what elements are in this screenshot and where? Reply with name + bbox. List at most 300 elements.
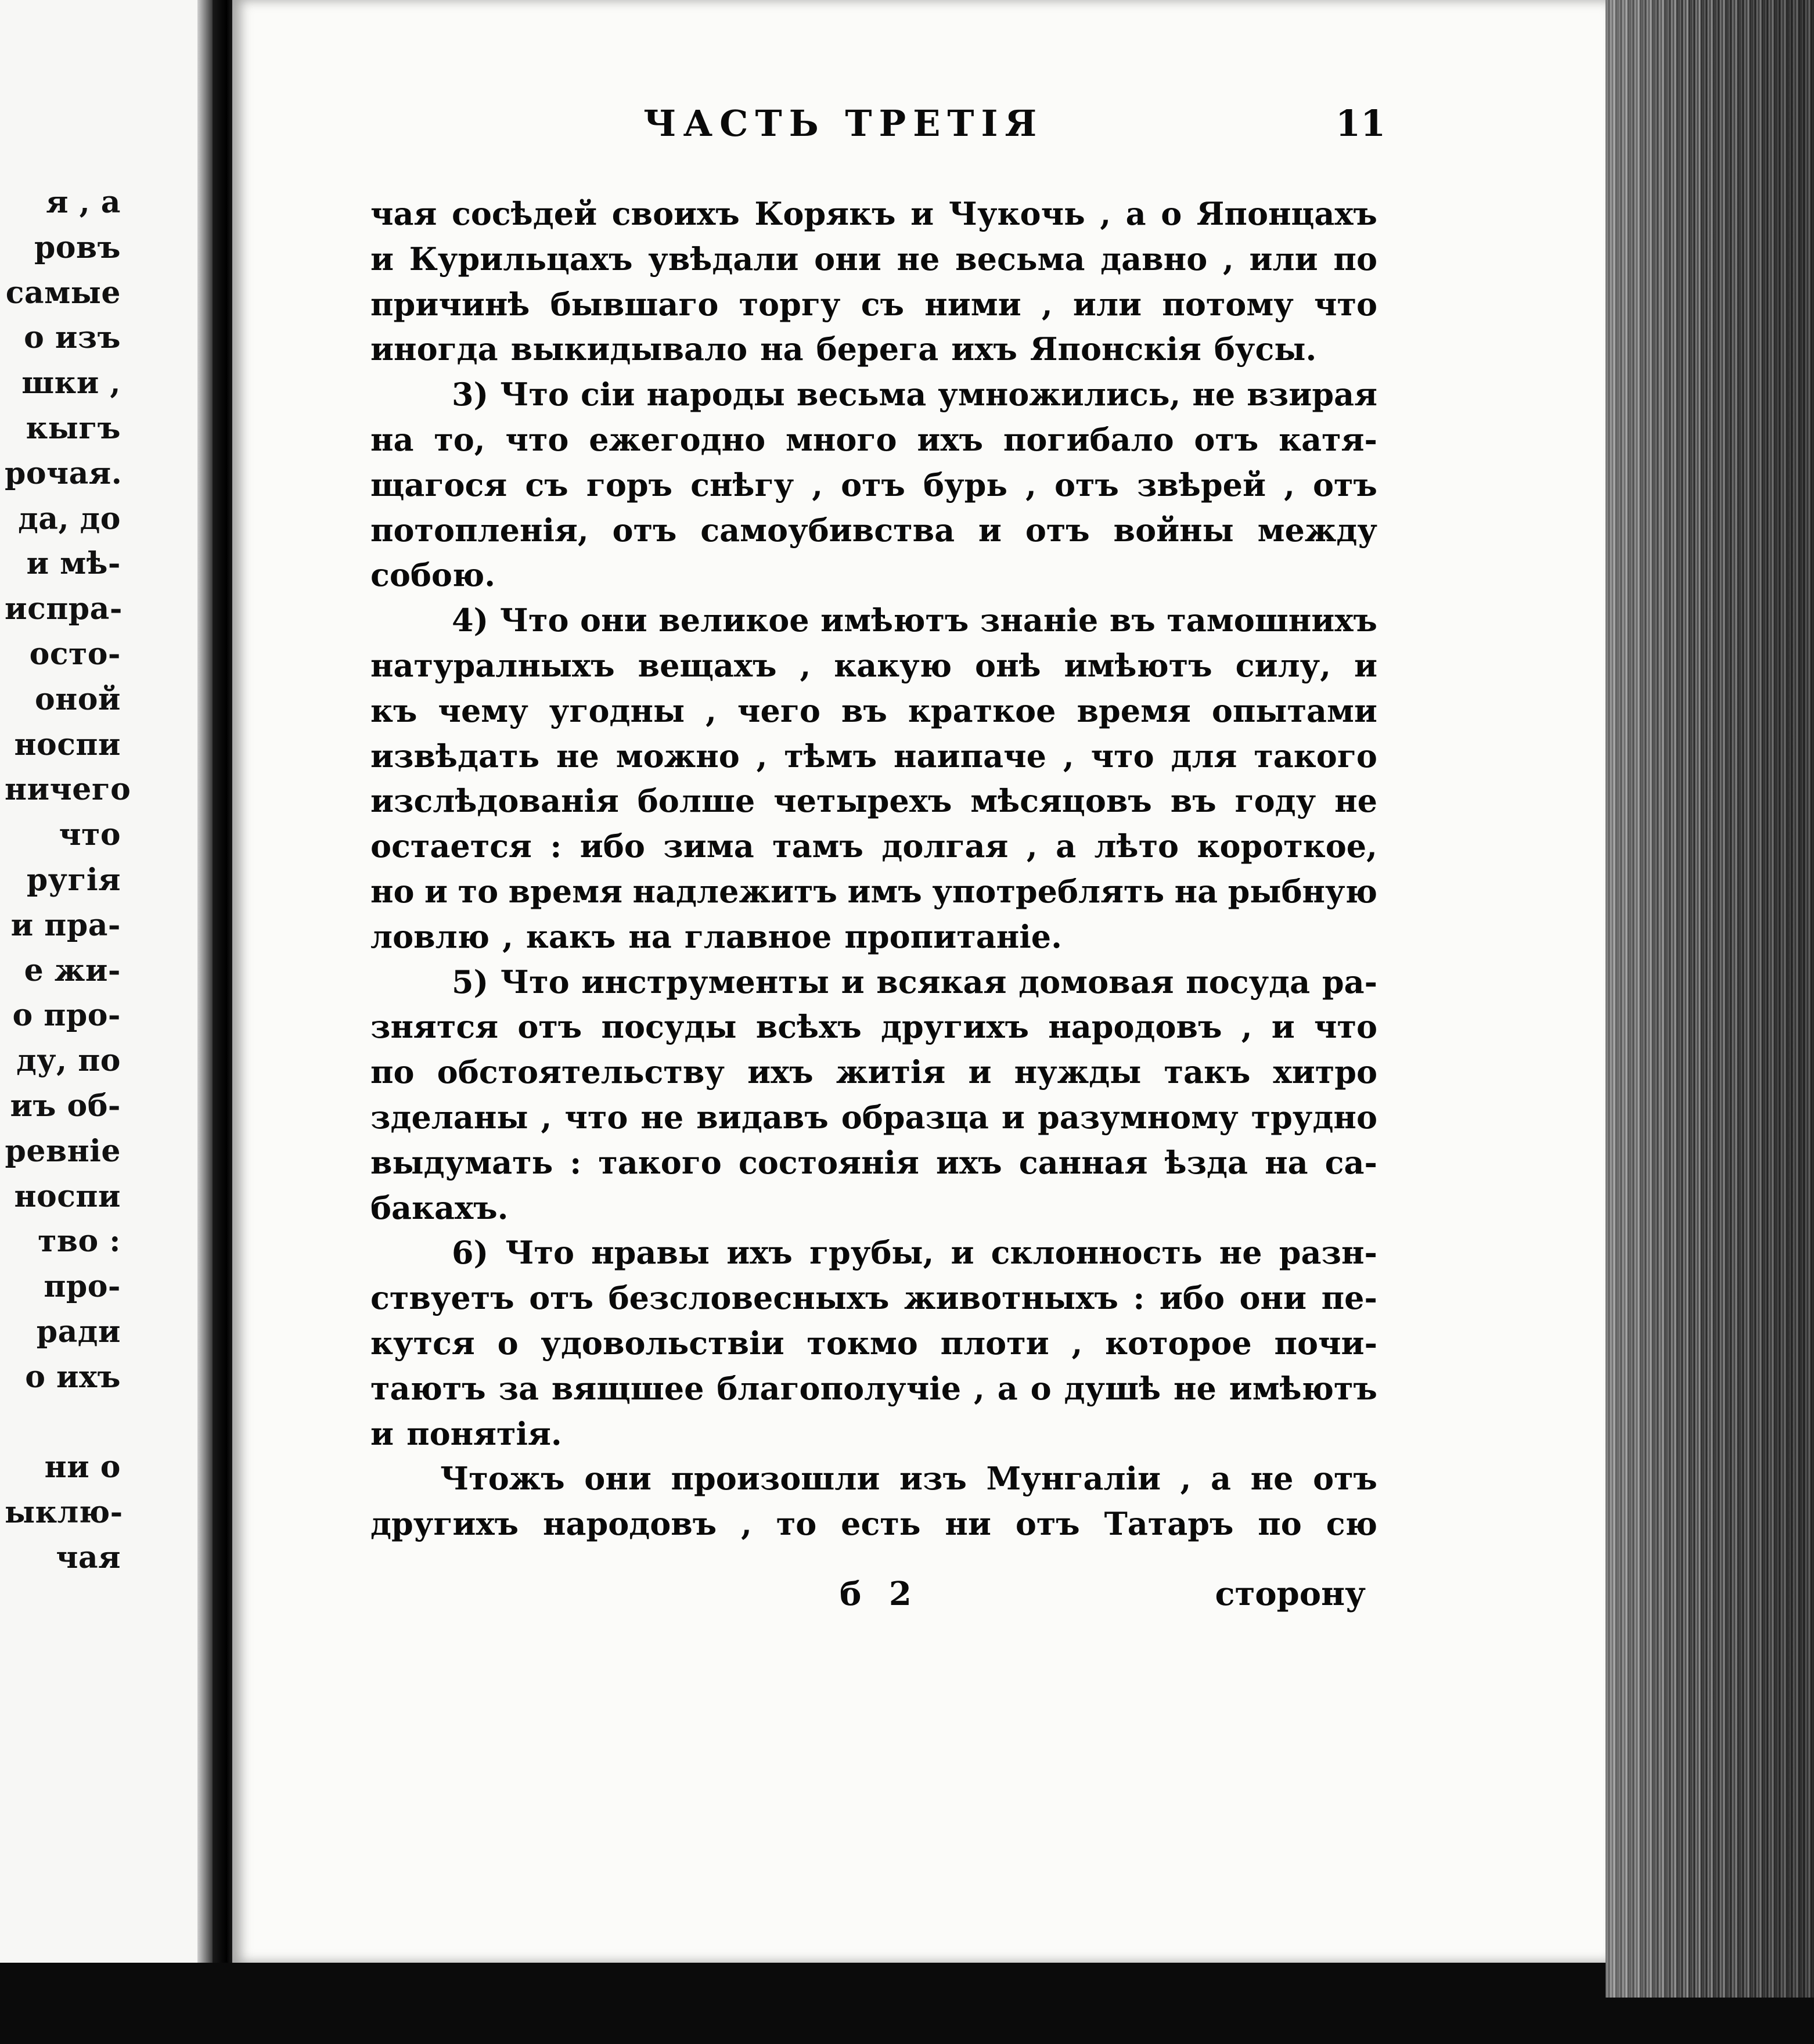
word: что <box>505 420 569 458</box>
text-line <box>370 960 1377 1005</box>
word: такъ <box>1164 1053 1251 1091</box>
word: , <box>502 917 513 955</box>
left-page-line: иъ об- <box>10 1088 121 1124</box>
text-line <box>370 1186 1377 1231</box>
word: тѣмъ <box>784 737 877 775</box>
word: 3) <box>452 376 489 413</box>
word: для <box>1171 737 1237 775</box>
word: не <box>1192 376 1236 413</box>
word: опытами <box>1211 692 1377 729</box>
word: отъ <box>841 466 905 503</box>
word: , <box>541 1098 552 1136</box>
word: тамошнихъ <box>1167 602 1377 639</box>
word: на <box>1174 872 1218 910</box>
word: ними <box>924 285 1021 323</box>
word: имѣютъ <box>820 602 969 639</box>
word: съ <box>525 466 568 503</box>
word: бакахъ. <box>370 1189 509 1226</box>
word: весьма <box>796 376 927 413</box>
word: народовъ <box>1048 1008 1222 1046</box>
word: : <box>570 1143 582 1181</box>
word: Что <box>500 963 570 1001</box>
word: но <box>370 872 415 910</box>
word: понятія. <box>406 1415 562 1452</box>
word: умножились, <box>938 376 1181 413</box>
word: сю <box>1326 1505 1377 1543</box>
word: можно <box>616 737 740 775</box>
word: и <box>978 511 1002 549</box>
word: что <box>1313 285 1377 323</box>
word: выдумать <box>370 1143 553 1181</box>
word: чему <box>438 692 528 729</box>
word: отъ <box>1313 1460 1377 1498</box>
word: 6) <box>452 1234 489 1272</box>
word: время <box>1077 692 1191 729</box>
text-line <box>370 734 1377 779</box>
word: образца <box>841 1098 989 1136</box>
text-line <box>370 1095 1377 1140</box>
word: не <box>1173 1369 1216 1407</box>
word: пе- <box>1321 1279 1377 1317</box>
word: щагося <box>370 466 508 503</box>
word: они <box>814 240 881 278</box>
running-title: ЧАСТЬ ТРЕТІЯ <box>643 102 1044 145</box>
word: какую <box>834 646 952 684</box>
word: увѣдали <box>648 240 799 278</box>
word: отъ <box>612 511 677 549</box>
word: не <box>1219 1234 1262 1272</box>
text-line <box>370 1140 1377 1186</box>
word: благополучіе <box>717 1369 962 1407</box>
word: ни <box>945 1505 991 1543</box>
word: : <box>1133 1279 1145 1317</box>
left-page-line: ровъ <box>34 229 121 265</box>
word: какъ <box>526 917 616 955</box>
left-page-line: рочая. <box>5 455 123 491</box>
word: о <box>497 1324 519 1362</box>
word: житія <box>836 1053 946 1091</box>
word: кутся <box>370 1324 475 1362</box>
word: нравы <box>591 1234 710 1272</box>
word: ежегодно <box>589 420 766 458</box>
word: Татаръ <box>1104 1505 1234 1543</box>
text-line <box>370 643 1377 689</box>
word: , <box>1071 1324 1083 1362</box>
word: время <box>508 872 623 910</box>
word: Чтожъ <box>440 1460 565 1498</box>
body-text <box>370 192 1377 1547</box>
word: о <box>1161 195 1182 232</box>
word: самоубивства <box>700 511 955 549</box>
word: и <box>370 240 394 278</box>
word: мѣсяцовъ <box>970 782 1152 820</box>
word: году <box>1234 782 1316 820</box>
word: вещахъ <box>638 646 777 684</box>
word: остается <box>370 827 532 865</box>
word: что <box>564 1098 628 1136</box>
word: не <box>897 240 940 278</box>
word: Что <box>499 602 569 639</box>
word: народовъ <box>542 1505 717 1543</box>
word: безсловесныхъ <box>608 1279 890 1317</box>
word: Что <box>505 1234 575 1272</box>
word: и <box>424 872 448 910</box>
word: то, <box>434 420 485 458</box>
word: вящшее <box>551 1369 704 1407</box>
word: , <box>812 466 823 503</box>
word: и <box>1001 1098 1025 1136</box>
word: такого <box>598 1143 722 1181</box>
word: потому <box>1162 285 1294 323</box>
word: отъ <box>1194 420 1259 458</box>
left-page-line: чая <box>56 1539 121 1575</box>
text-line <box>370 508 1377 553</box>
word: а <box>1056 827 1077 865</box>
word: почи- <box>1274 1324 1377 1362</box>
word: сосѣдей <box>451 195 598 232</box>
word: всѣхъ <box>755 1008 862 1046</box>
word: знаніе <box>980 602 1099 639</box>
word: а <box>1125 195 1146 232</box>
word: снѣгу <box>690 466 794 503</box>
text-line <box>370 598 1377 643</box>
word: , <box>1222 240 1234 278</box>
text-line <box>370 1456 1377 1502</box>
left-page-line: шки , <box>21 365 121 401</box>
text-line <box>370 1366 1377 1412</box>
word: краткое <box>908 692 1056 729</box>
word: такого <box>1254 737 1377 775</box>
word: отъ <box>529 1279 594 1317</box>
left-page-line: тво : <box>38 1223 121 1259</box>
word: другихъ <box>880 1008 1030 1046</box>
text-line <box>370 1005 1377 1050</box>
word: народы <box>646 376 785 413</box>
left-page-line: ругія <box>26 862 121 898</box>
text-line <box>370 1276 1377 1321</box>
word: натуралныхъ <box>370 646 615 684</box>
left-page-line: я , а <box>46 185 121 220</box>
word: посуды <box>601 1008 737 1046</box>
text-line <box>370 1502 1377 1547</box>
word: зима <box>663 827 754 865</box>
word: сіи <box>580 376 635 413</box>
page-number: 11 <box>1336 102 1386 145</box>
text-line <box>370 869 1377 915</box>
word: катя- <box>1279 420 1377 458</box>
word: не <box>556 737 599 775</box>
word: таютъ <box>370 1369 486 1407</box>
text-line <box>370 1050 1377 1095</box>
word: ихъ <box>951 330 1017 368</box>
text-line <box>370 192 1377 237</box>
text-line <box>370 463 1377 508</box>
left-page-line: что <box>59 817 121 853</box>
word: бывшаго <box>550 285 719 323</box>
left-page-line: ревніе <box>5 1133 121 1169</box>
word: ихъ <box>726 1234 793 1272</box>
catchword: сторону <box>1215 1575 1366 1613</box>
word: ибо <box>580 827 645 865</box>
word: войны <box>1113 511 1234 549</box>
word: склонность <box>991 1234 1203 1272</box>
word: въ <box>1170 782 1216 820</box>
word: или <box>1072 285 1142 323</box>
word: зделаны <box>370 1098 528 1136</box>
word: весьма <box>955 240 1085 278</box>
word: санная <box>1018 1143 1148 1181</box>
word: Японцахъ <box>1196 195 1377 232</box>
word: они <box>580 602 647 639</box>
word: посуда <box>1186 963 1311 1001</box>
word: они <box>1239 1279 1307 1317</box>
left-page-text <box>5 180 131 1581</box>
word: много <box>785 420 897 458</box>
word: чего <box>737 692 820 729</box>
word: разумному <box>1037 1098 1239 1136</box>
word: рыбную <box>1228 872 1377 910</box>
word: изъ <box>899 1460 967 1498</box>
word: и <box>968 1053 992 1091</box>
word: разн- <box>1279 1234 1377 1272</box>
word: съ <box>861 285 904 323</box>
word: 4) <box>452 602 489 639</box>
word: своихъ <box>611 195 740 232</box>
word: удовольствіи <box>541 1324 784 1362</box>
word: въ <box>841 692 887 729</box>
word: 5) <box>452 963 489 1001</box>
word: отъ <box>1054 466 1119 503</box>
word: отъ <box>1015 1505 1080 1543</box>
word: , <box>800 646 811 684</box>
left-page-line: испра- <box>5 591 123 627</box>
word: болше <box>637 782 755 820</box>
left-page-line: оной <box>35 681 121 717</box>
word: наипаче <box>894 737 1046 775</box>
word: видавъ <box>696 1098 829 1136</box>
left-page-line <box>5 1400 121 1445</box>
text-line <box>370 1412 1377 1457</box>
text-line <box>370 915 1377 960</box>
word: ѣзда <box>1164 1143 1248 1181</box>
word: отъ <box>517 1008 582 1046</box>
text-line <box>370 689 1377 734</box>
left-page-line: е жи- <box>24 952 121 988</box>
word: за <box>498 1369 539 1407</box>
text-line <box>370 1230 1377 1276</box>
word: имъ <box>847 872 922 910</box>
word: великое <box>658 602 809 639</box>
signature-mark: б 2 <box>840 1575 920 1613</box>
left-page-line: кыгъ <box>26 410 121 446</box>
word: пропитаніе. <box>844 917 1062 955</box>
word: въ <box>1109 602 1156 639</box>
word: потопленія, <box>370 511 589 549</box>
word: нужды <box>1014 1053 1142 1091</box>
left-page <box>0 0 213 1963</box>
word: и <box>1354 646 1377 684</box>
text-line <box>370 237 1377 282</box>
word: другихъ <box>370 1505 519 1543</box>
word: домовая <box>1018 963 1174 1001</box>
word: произошли <box>671 1460 880 1498</box>
word: ствуетъ <box>370 1279 514 1317</box>
word: звѣрей <box>1136 466 1266 503</box>
text-line <box>370 282 1377 328</box>
left-page-line: о изъ <box>24 320 121 356</box>
word: тамъ <box>772 827 863 865</box>
word: , <box>1180 1460 1192 1498</box>
word: или <box>1249 240 1318 278</box>
word: грубы, <box>809 1234 934 1272</box>
word: собою. <box>370 556 496 594</box>
word: , <box>1063 737 1074 775</box>
word: Корякъ <box>754 195 896 232</box>
word: ра- <box>1322 963 1377 1001</box>
word: не <box>640 1098 684 1136</box>
word: Что <box>500 376 569 413</box>
word: и <box>841 963 865 1001</box>
word: отъ <box>1025 511 1090 549</box>
word: между <box>1257 511 1377 549</box>
word: хитро <box>1273 1053 1377 1091</box>
word: торгу <box>739 285 841 323</box>
word: причинѣ <box>370 285 530 323</box>
word: ловлю <box>370 917 490 955</box>
word: не <box>1334 782 1377 820</box>
word: са- <box>1324 1143 1377 1181</box>
word: имѣютъ <box>1064 646 1212 684</box>
word: а <box>997 1369 1018 1407</box>
word: ибо <box>1159 1279 1225 1317</box>
word: лѣто <box>1094 827 1179 865</box>
word: къ <box>370 692 417 729</box>
word: угодны <box>549 692 685 729</box>
word: а <box>1211 1460 1232 1498</box>
word: на <box>370 420 414 458</box>
word: трудно <box>1251 1098 1377 1136</box>
word: что <box>1313 1008 1377 1046</box>
text-line <box>370 372 1377 418</box>
word: имѣютъ <box>1229 1369 1377 1407</box>
word: они <box>584 1460 652 1498</box>
word: и <box>910 195 934 232</box>
left-page-line: о ихъ <box>25 1359 121 1395</box>
left-page-line: носпи <box>14 726 121 762</box>
word: силу, <box>1235 646 1331 684</box>
word: иногда <box>370 330 498 368</box>
text-line <box>370 824 1377 869</box>
word: и <box>951 1234 974 1272</box>
left-page-line: о про- <box>12 998 121 1034</box>
word: обстоятельству <box>437 1053 725 1091</box>
word: , <box>756 737 768 775</box>
word: Чукочь <box>948 195 1085 232</box>
word: животныхъ <box>904 1279 1118 1317</box>
left-page-line: ыклю- <box>5 1495 123 1531</box>
word: не <box>1250 1460 1294 1498</box>
word: Японскія <box>1030 330 1201 368</box>
word: , <box>1284 466 1295 503</box>
word: долгая <box>881 827 1009 865</box>
word: по <box>1258 1505 1302 1543</box>
word: изслѣдованія <box>370 782 619 820</box>
word: душѣ <box>1064 1369 1161 1407</box>
left-page-line: осто- <box>29 636 121 672</box>
word: есть <box>841 1505 921 1543</box>
word: знятся <box>370 1008 499 1046</box>
word: главное <box>684 917 832 955</box>
word: всякая <box>876 963 1007 1001</box>
word: , <box>1026 827 1038 865</box>
word: , <box>741 1505 752 1543</box>
word: на <box>760 330 804 368</box>
left-page-line: да, до <box>18 501 121 537</box>
word: то <box>776 1505 817 1543</box>
text-line <box>370 327 1377 372</box>
text-line <box>370 418 1377 463</box>
word: , <box>1100 195 1111 232</box>
left-page-gutter <box>197 0 213 1963</box>
word: состоянія <box>738 1143 919 1181</box>
word: что <box>1090 737 1154 775</box>
word: берега <box>816 330 939 368</box>
word: о <box>1030 1369 1052 1407</box>
word: ихъ <box>747 1053 814 1091</box>
word: которое <box>1105 1324 1252 1362</box>
word: четырехъ <box>773 782 952 820</box>
left-page-line: ни о <box>44 1449 121 1485</box>
word: надлежитъ <box>632 872 837 910</box>
word: взирая <box>1247 376 1377 413</box>
word: отъ <box>1313 466 1377 503</box>
word: по <box>370 1053 415 1091</box>
word: Курильцахъ <box>409 240 633 278</box>
word: : <box>550 827 562 865</box>
left-page-line: ду, по <box>16 1043 121 1079</box>
left-page-line: ничего <box>5 772 131 808</box>
word: горъ <box>586 466 673 503</box>
word: короткое, <box>1197 827 1377 865</box>
word: плоти <box>940 1324 1049 1362</box>
word: то <box>458 872 499 910</box>
word: употреблять <box>932 872 1165 910</box>
text-line <box>370 1321 1377 1366</box>
word: инструменты <box>581 963 829 1001</box>
word: по <box>1333 240 1377 278</box>
word: ихъ <box>936 1143 1002 1181</box>
left-page-line: самые <box>5 275 121 311</box>
word: бурь <box>923 466 1008 503</box>
left-page-line: носпи <box>14 1178 121 1214</box>
word: токмо <box>807 1324 918 1362</box>
word: онѣ <box>975 646 1041 684</box>
page-edges <box>1606 0 1814 1998</box>
word: на <box>628 917 672 955</box>
word: , <box>1025 466 1036 503</box>
word: Мунгаліи <box>986 1460 1161 1498</box>
word: и <box>1271 1008 1295 1046</box>
word: , <box>706 692 717 729</box>
word: и <box>370 1415 394 1452</box>
word: чая <box>370 195 437 232</box>
word: извѣдать <box>370 737 540 775</box>
word: бусы. <box>1214 330 1317 368</box>
word: выкидывало <box>510 330 748 368</box>
word: на <box>1265 1143 1308 1181</box>
word: , <box>1241 1008 1252 1046</box>
word: давно <box>1100 240 1208 278</box>
